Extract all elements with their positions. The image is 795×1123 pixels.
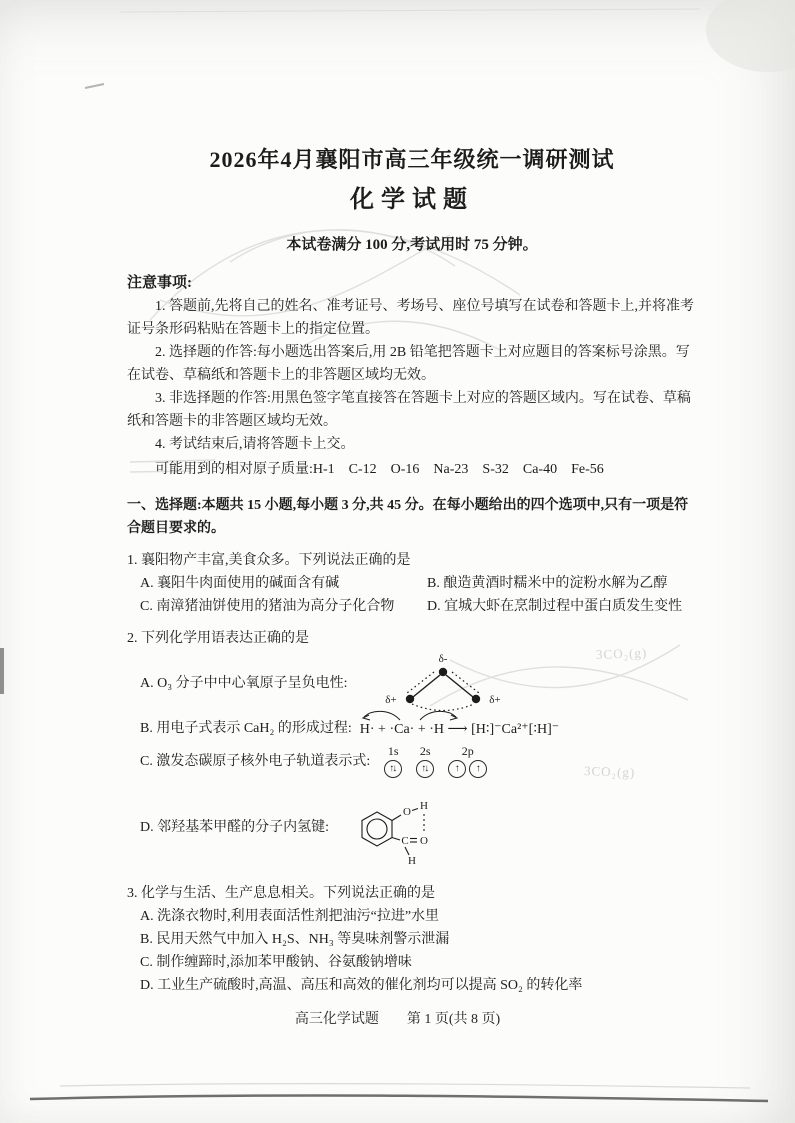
electron-formula-text: H· + ·Ca· + ·H ⟶ [H∶]⁻Ca²⁺[∶H]⁻ xyxy=(359,722,560,737)
delta-minus-label: δ- xyxy=(438,653,447,665)
q1-stem: 1. 襄阳物产丰富,美食众多。下列说法正确的是 xyxy=(127,553,411,568)
hydroxyl-oxygen-label: O xyxy=(403,806,411,818)
q3-option-c: C. 制作缠蹄时,添加苯甲酸钠、谷氨酸钠增味 xyxy=(140,955,412,970)
hydroxyl-hydrogen-label: H xyxy=(420,800,428,812)
orbital-2s: ↑↓ xyxy=(416,760,434,778)
q1-options xyxy=(127,572,697,618)
page-footer: 高三化学试题 第 1 页(共 8 页) xyxy=(294,1012,501,1027)
electron-transfer-arrow-left xyxy=(358,708,404,722)
orbital-1s-group xyxy=(384,744,402,778)
atomic-masses: 可能用到的相对原子质量:H-1 C-12 O-16 Na-23 S-32 Ca-40 Fe-56 xyxy=(155,462,604,477)
exam-subject: 化学试题 xyxy=(350,187,474,213)
q2-option-b xyxy=(127,716,697,741)
exam-content xyxy=(127,148,697,997)
orbital-diagram xyxy=(384,744,487,778)
orbital-2p-1: ↑ xyxy=(448,760,466,778)
orbital-1s: ↑↓ xyxy=(384,760,402,778)
q1-option-b: B. 酿造黄酒时糯米中的淀粉水解为乙醇 xyxy=(427,576,668,591)
notice-item-4: 4. 考试结束后,请将答题卡上交。 xyxy=(155,437,355,452)
q1-option-d: D. 宜城大虾在烹制过程中蛋白质发生变性 xyxy=(427,599,683,614)
q2-stem: 2. 下列化学用语表达正确的是 xyxy=(127,631,309,646)
notice-item-3: 3. 非选择题的作答:用黑色签字笔直接答在答题卡上对应的答题区域内。写在试卷、草稿纸和答题卡的非答题区域均无效。 xyxy=(127,391,691,429)
q1-option-c: C. 南漳猪油饼使用的猪油为高分子化合物 xyxy=(140,599,395,614)
delta-plus-right-label: δ+ xyxy=(488,694,501,706)
notice-item-2: 2. 选择题的作答:每小题选出答案后,用 2B 铅笔把答题卡上对应题目的答案标号涂黑。写在试卷、草稿纸和答题卡上的非答题区域均无效。 xyxy=(127,345,690,383)
q3-option-d: D. 工业生产硫酸时,高温、高压和高效的催化剂均可以提高 SO₂ 的转化率 xyxy=(140,978,583,993)
exam-meta: 本试卷满分 100 分,考试用时 75 分钟。 xyxy=(286,237,538,253)
q2-option-a-text: A. O₃ 分子中中心氧原子呈负电性: xyxy=(140,675,348,691)
orbital-1s-label: 1s xyxy=(387,744,399,758)
notice-heading: 注意事项: xyxy=(127,275,192,291)
carbonyl-oxygen-label: O xyxy=(420,835,428,847)
orbital-2s-group xyxy=(416,744,434,778)
bleedthrough-text-1: 3CO₂(g) xyxy=(595,645,648,662)
q3-option-b: B. 民用天然气中加入 H₂S、NH₃ 等臭味剂警示泄漏 xyxy=(140,932,450,947)
q3-option-a: A. 洗涤衣物时,利用表面活性剂把油污“拉进”水里 xyxy=(140,909,440,924)
ozone-molecule-diagram xyxy=(380,653,506,713)
q3-stem: 3. 化学与生活、生产息息相关。下列说法正确的是 xyxy=(127,886,435,901)
notice-item-1: 1. 答题前,先将自己的姓名、准考证号、考场号、座位号填写在试卷和答题卡上,并将准考证号条形码粘贴在答题卡上的指定位置。 xyxy=(127,299,694,337)
delta-plus-left-label: δ+ xyxy=(384,694,397,706)
q2-option-d-text: D. 邻羟基苯甲醛的分子内氢键: xyxy=(140,819,329,835)
aldehyde-carbon-label: C xyxy=(401,835,409,847)
bleedthrough-text-2: 3CO₂(g) xyxy=(583,763,636,780)
aldehyde-hydrogen-label: H xyxy=(408,855,416,867)
exam-title: 2026年4月襄阳市高三年级统一调研测试 xyxy=(209,147,615,172)
salicylaldehyde-structure xyxy=(351,781,451,873)
electron-formula xyxy=(360,716,559,741)
orbital-2p-2: ↑ xyxy=(469,760,487,778)
orbital-2s-label: 2s xyxy=(419,744,431,758)
electron-transfer-arrow-right xyxy=(416,708,462,722)
section-heading: 一、选择题:本题共 15 小题,每小题 3 分,共 45 分。在每小题给出的四个选项中,只有一项是符合题目要求的。 xyxy=(127,498,689,536)
q1-option-a: A. 襄阳牛肉面使用的碱面含有碱 xyxy=(140,576,340,591)
q2-option-c-text: C. 激发态碳原子核外电子轨道表示式: xyxy=(140,753,371,769)
q2-option-b-text: B. 用电子式表示 CaH₂ 的形成过程: xyxy=(140,721,352,736)
q2-option-d xyxy=(127,781,697,873)
orbital-2p-label: 2p xyxy=(461,744,474,758)
orbital-2p-group xyxy=(448,744,487,778)
